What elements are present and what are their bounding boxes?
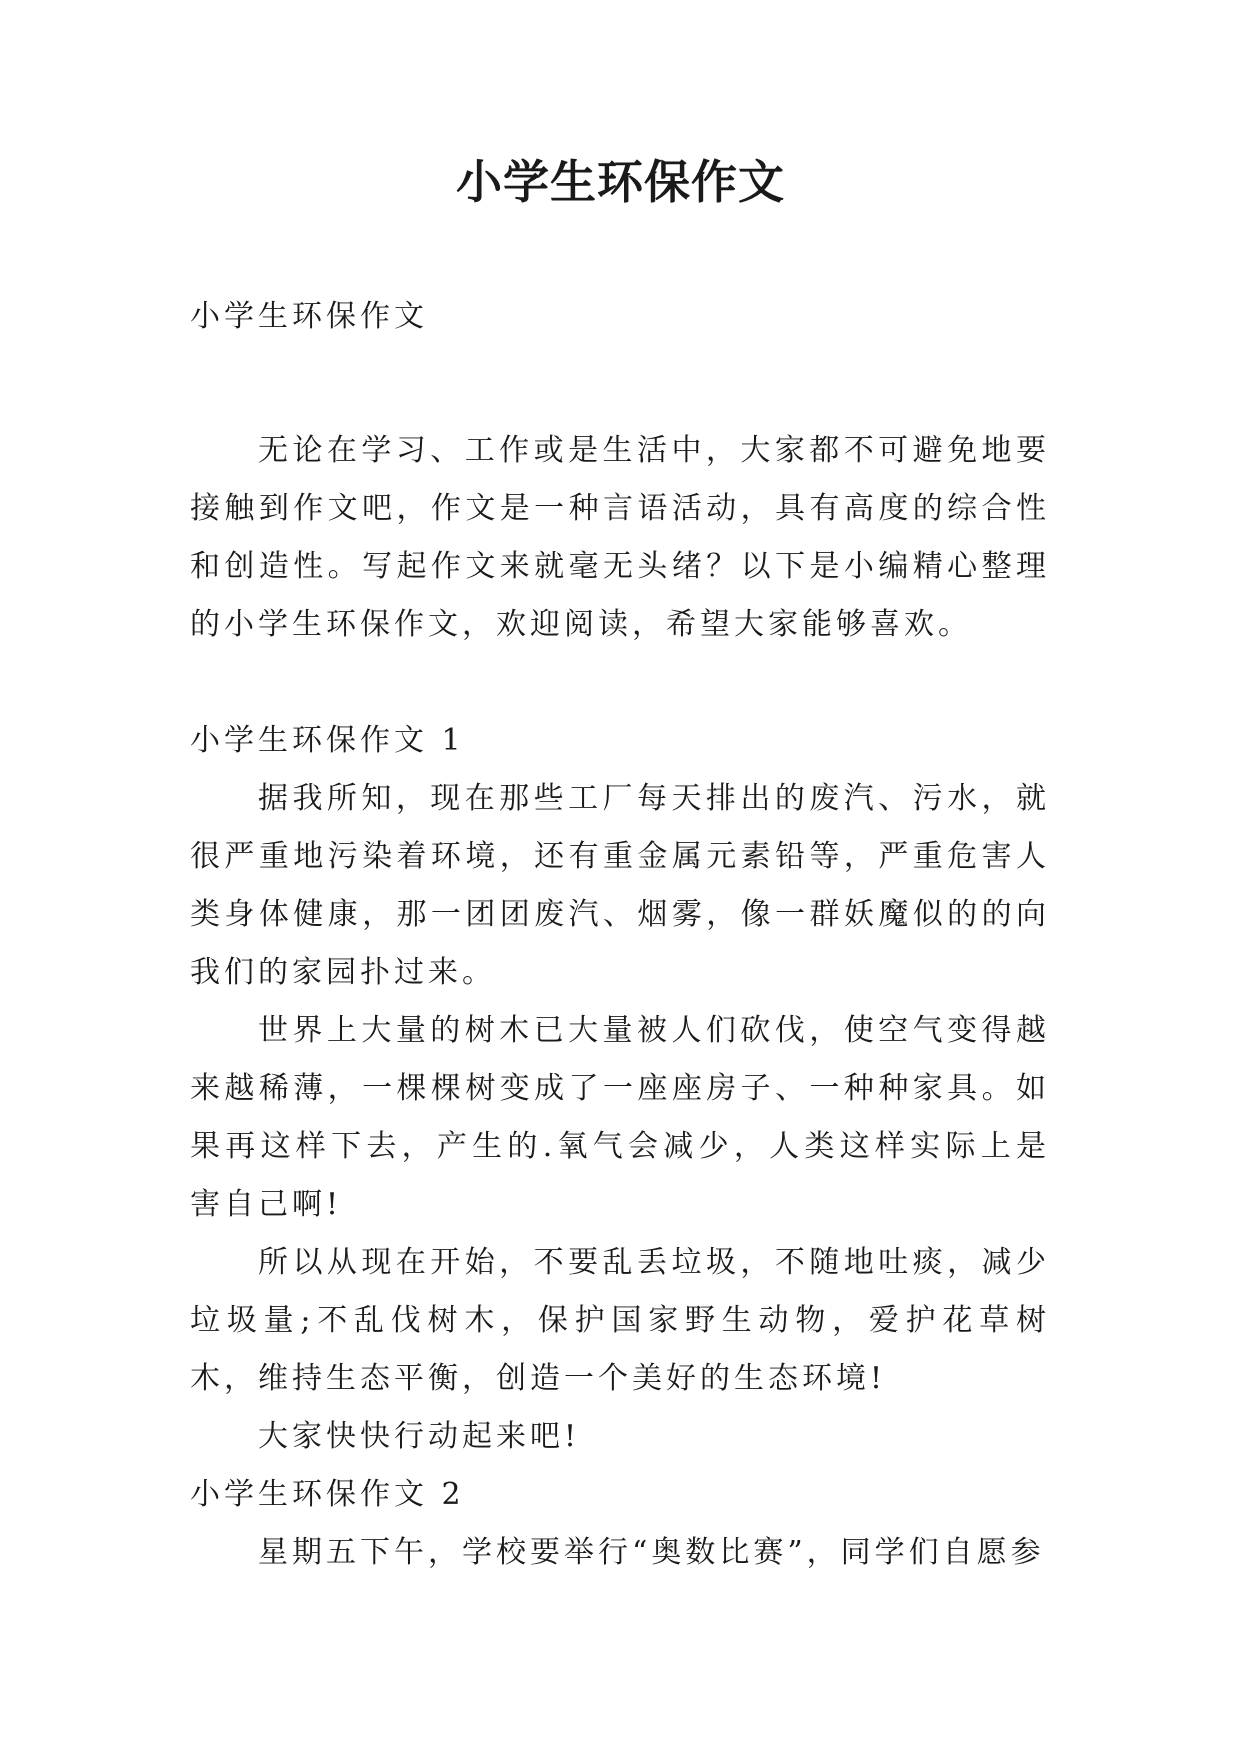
section-2-paragraph-1: 星期五下午，学校要举行“奥数比赛”，同学们自愿参 — [258, 1535, 1045, 1570]
spacer — [190, 346, 1050, 422]
document-body — [190, 288, 1050, 1582]
section-2-heading: 小学生环保作文 2 — [190, 1477, 465, 1512]
section-1-paragraph-3: 所以从现在开始，不要乱丢垃圾，不随地吐痰，减少垃圾量;不乱伐树木，保护国家野生动物，爱护花草树木，维持生态平衡，创造一个美好的生态环境! — [190, 1245, 1050, 1396]
document-subtitle: 小学生环保作文 — [190, 299, 428, 334]
document-title: 小学生环保作文 — [456, 155, 785, 209]
section-1-paragraph-2: 世界上大量的树木已大量被人们砍伐，使空气变得越来越稀薄，一棵棵树变成了一座座房子、一种种家具。如果再这样下去，产生的.氧气会减少，人类这样实际上是害自己啊! — [190, 1013, 1050, 1222]
section-1-paragraph-4: 大家快快行动起来吧! — [258, 1419, 581, 1454]
section-1-heading: 小学生环保作文 1 — [190, 723, 465, 758]
section-1-paragraph-1: 据我所知，现在那些工厂每天排出的废汽、污水，就很严重地污染着环境，还有重金属元素铅等，严重危害人类身体健康，那一团团废汽、烟雾，像一群妖魔似的的向我们的家园扑过来。 — [190, 781, 1050, 990]
spacer — [190, 654, 1050, 712]
intro-paragraph: 无论在学习、工作或是生活中，大家都不可避免地要接触到作文吧，作文是一种言语活动，具有高度的综合性和创造性。写起作文来就毫无头绪？以下是小编精心整理的小学生环保作文，欢迎阅读，希望大家能够喜欢。 — [190, 433, 1050, 642]
